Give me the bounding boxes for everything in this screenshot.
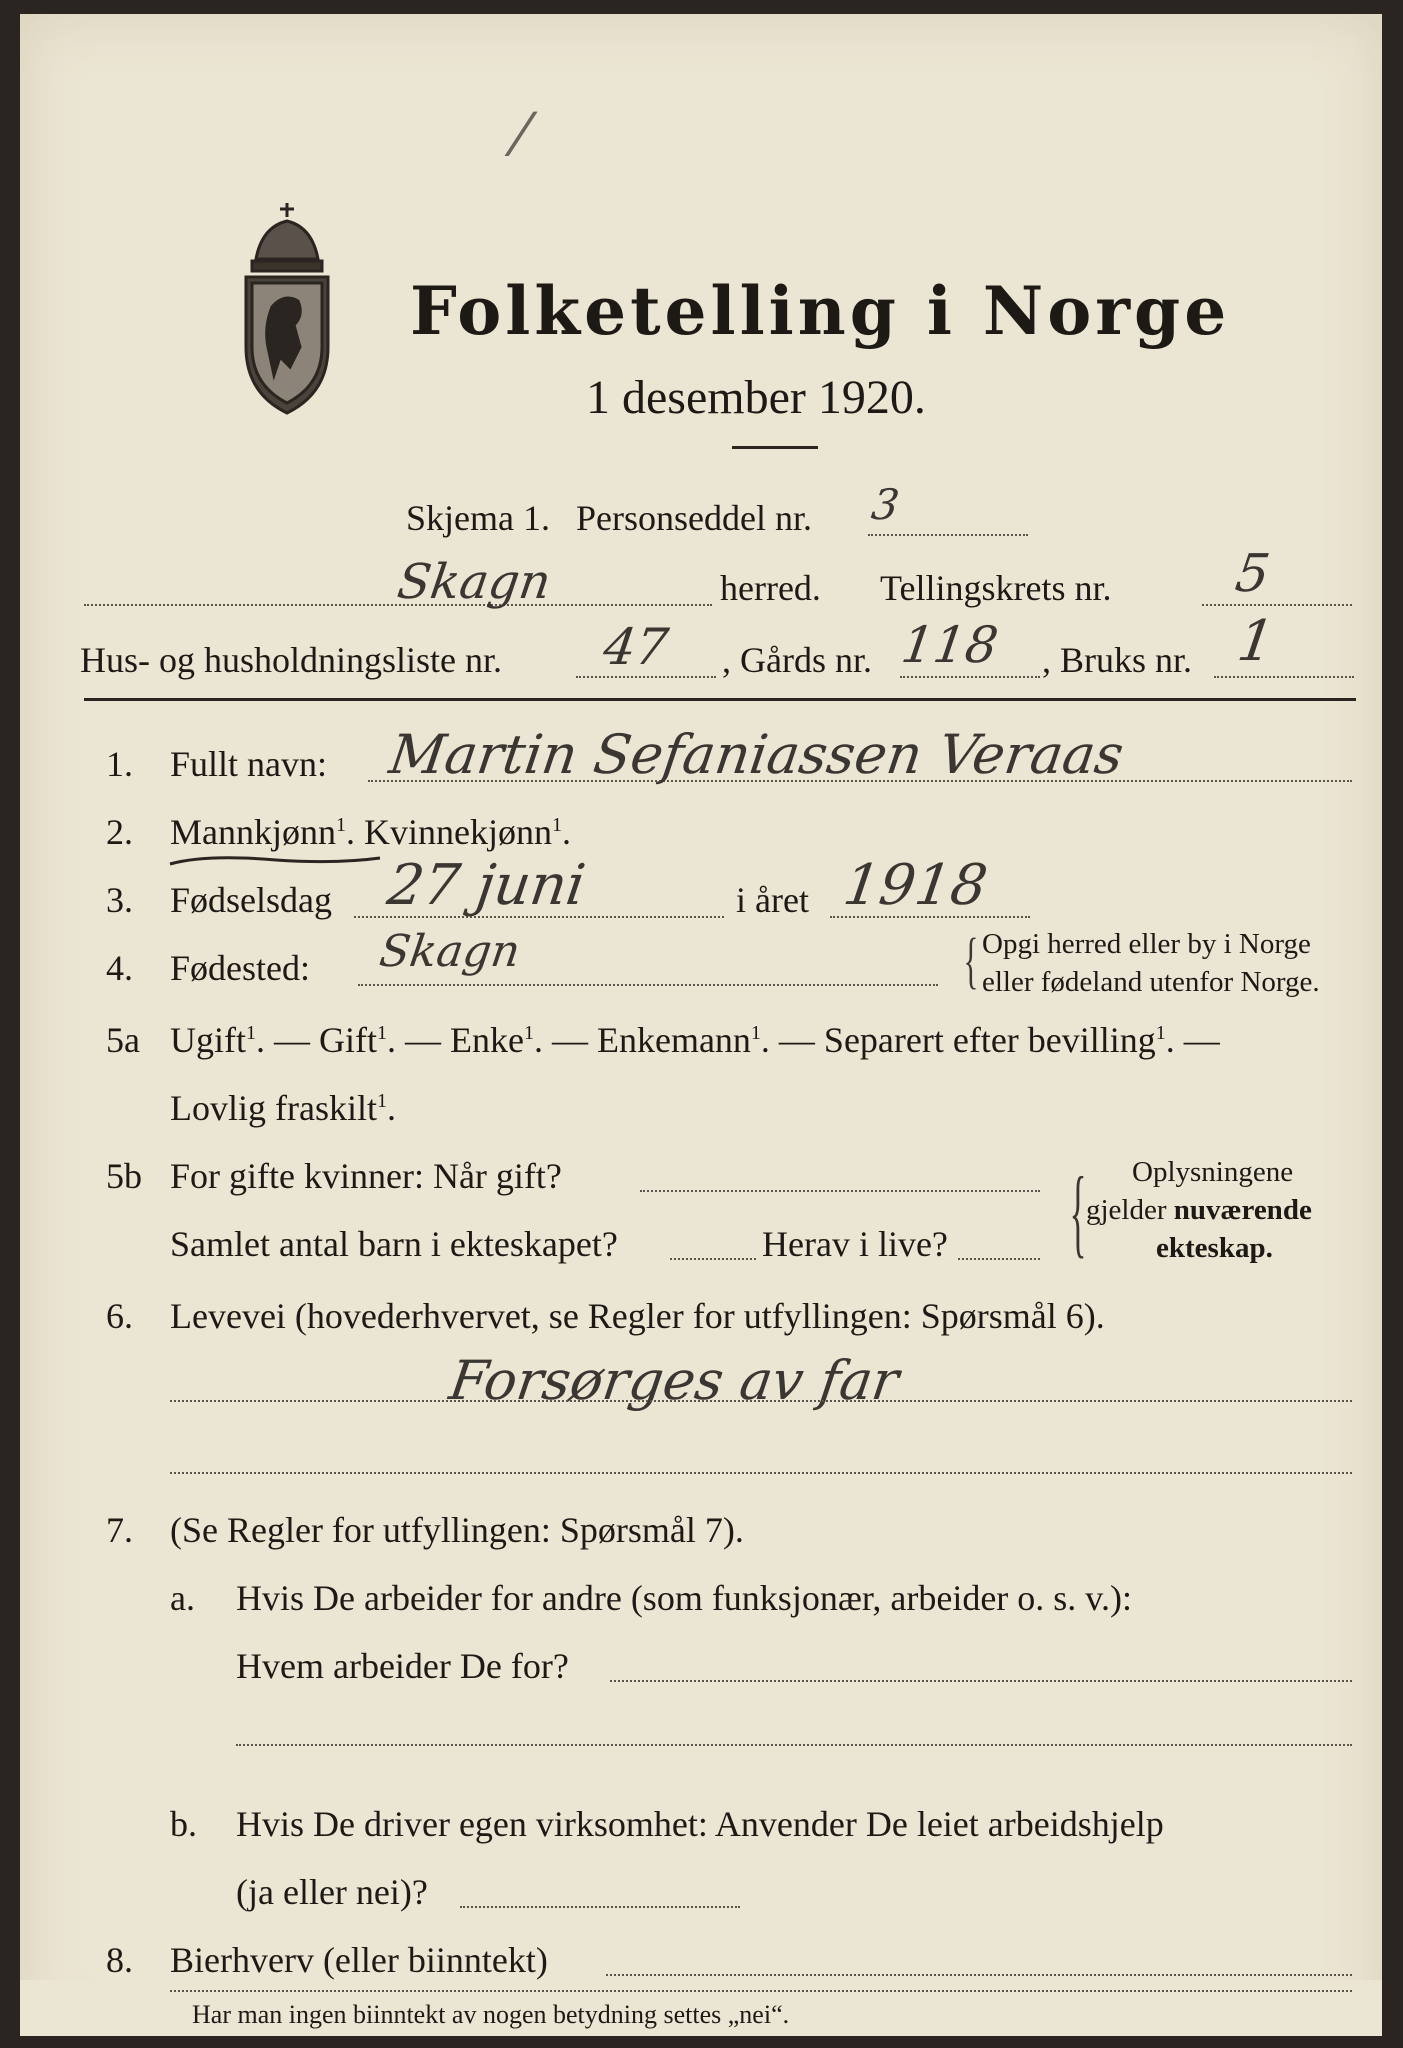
census-date: 1 desember 1920.: [586, 371, 926, 424]
tellingskrets-label: Tellingskrets nr.: [880, 568, 1112, 608]
q5b-married-line: [640, 1190, 1040, 1192]
q5a-gift[interactable]: Gift: [319, 1020, 377, 1060]
gards-label: , Gårds nr.: [722, 640, 872, 680]
q7-label: (Se Regler for utfyllingen: Spørsmål 7).: [170, 1510, 744, 1550]
q5a-enkemann[interactable]: Enkemann: [596, 1020, 751, 1060]
q3-number: 3.: [106, 880, 133, 920]
bruks-label: , Bruks nr.: [1042, 640, 1193, 680]
q2-number: 2.: [106, 812, 133, 852]
q5b-brace: {: [1069, 1156, 1087, 1267]
q2-female[interactable]: Kvinnekjønn: [364, 812, 552, 852]
q1-value[interactable]: Martin Sefaniassen Veraas: [385, 723, 1128, 786]
q5b-alive-line: [958, 1258, 1040, 1260]
q5a-enke[interactable]: Enke: [450, 1020, 524, 1060]
q2-options: Mannkjønn$^1$. Kvinnekjønn$^1$.: [170, 812, 571, 852]
q5b-number: 5b: [106, 1156, 142, 1196]
norwegian-coat-of-arms-icon: [234, 197, 340, 419]
q7a-letter: a.: [170, 1578, 195, 1618]
q2-male[interactable]: Mannkjønn: [170, 812, 336, 852]
census-title: Folketelling i Norge: [410, 272, 1231, 350]
footer-note: Har man ingen biinntekt av nogen betydning settes „nei“.: [192, 2000, 790, 2029]
bruks-line: [1214, 676, 1354, 678]
q5a-number: 5a: [106, 1020, 140, 1060]
q7-number: 7.: [106, 1510, 133, 1550]
q5a-fraskilt[interactable]: Lovlig fraskilt: [170, 1088, 377, 1128]
q7a-line2: [236, 1744, 1352, 1746]
personseddel-label: Personseddel nr.: [576, 498, 812, 538]
personseddel-line: [868, 534, 1028, 536]
q6-value[interactable]: Forsørges av far: [445, 1349, 903, 1412]
q5b-label: For gifte kvinner: Når gift?: [170, 1156, 562, 1196]
q3-value[interactable]: 27 juni: [383, 853, 590, 918]
q5a-fraskilt-line: Lovlig fraskilt$^1$.: [170, 1088, 396, 1128]
q5b-children-line: [670, 1258, 756, 1260]
census-form-page: [20, 14, 1382, 2036]
q4-brace: {: [963, 927, 979, 995]
husholdning-line: [576, 676, 716, 678]
q6-line2: [170, 1472, 1352, 1474]
footer-area: [20, 1980, 1382, 2036]
q7b-letter: b.: [170, 1804, 197, 1844]
q7b-line: [460, 1906, 740, 1908]
gards-line: [900, 676, 1040, 678]
husholdning-value[interactable]: 47: [599, 618, 672, 676]
q3-label: Fødselsdag: [170, 880, 332, 920]
q3-year-label: i året: [736, 880, 809, 920]
q8-number: 8.: [106, 1940, 133, 1980]
q5b-alive-label: Herav i live?: [762, 1224, 948, 1264]
herred-value[interactable]: Skagn: [394, 554, 555, 610]
q7a-label: Hvis De arbeider for andre (som funksjonær, arbeider o. s. v.):: [236, 1578, 1132, 1618]
q6-number: 6.: [106, 1296, 133, 1336]
q8-line1: [606, 1974, 1352, 1976]
q7b-sub: (ja eller nei)?: [236, 1872, 428, 1912]
q8-line2: [170, 1990, 1352, 1992]
tellingskrets-line: [1202, 604, 1352, 606]
q8-label: Bierhverv (eller biinntekt): [170, 1940, 548, 1980]
q1-label: Fullt navn:: [170, 744, 328, 784]
q7a-line1: [610, 1680, 1352, 1682]
q4-note-line2: eller fødeland utenfor Norge.: [982, 966, 1320, 998]
schema-label: Skjema 1.: [406, 498, 550, 538]
q2-male-underline: [166, 850, 386, 874]
q6-label: Levevei (hovederhvervet, se Regler for utfyllingen: Spørsmål 6).: [170, 1296, 1105, 1336]
title-divider: [732, 446, 818, 449]
gards-value[interactable]: 118: [897, 616, 1002, 674]
q7b-label: Hvis De driver egen virksomhet: Anvender De leiet arbeidshjelp: [236, 1804, 1164, 1844]
q4-value[interactable]: Skagn: [376, 926, 524, 977]
tellingskrets-value[interactable]: 5: [1231, 544, 1274, 604]
q5b-children-label: Samlet antal barn i ekteskapet?: [170, 1224, 618, 1264]
pencil-mark: /: [507, 101, 535, 164]
q1-number: 1.: [106, 744, 133, 784]
q5b-note-line1: Oplysningene: [1132, 1156, 1294, 1188]
q3-year-value[interactable]: 1918: [839, 853, 992, 918]
husholdning-label: Hus- og husholdningsliste nr.: [80, 640, 503, 680]
q5a-ugift[interactable]: Ugift: [170, 1020, 246, 1060]
herred-label: herred.: [720, 568, 821, 608]
personseddel-value[interactable]: 3: [868, 480, 903, 529]
q4-label: Fødested:: [170, 948, 310, 988]
q7a-sub: Hvem arbeider De for?: [236, 1646, 569, 1686]
bruks-value[interactable]: 1: [1233, 609, 1279, 674]
q6-line1: [170, 1400, 1352, 1402]
q4-note-line1: Opgi herred eller by i Norge: [982, 928, 1311, 960]
header-divider: [84, 698, 1356, 701]
q4-line: [358, 984, 938, 986]
q5b-note-line3: ekteskap.: [1156, 1232, 1273, 1264]
q4-number: 4.: [106, 948, 133, 988]
q5a-options: Ugift$^1$. — Gift$^1$. — Enke$^1$. — Enkemann$^1$. — Separert efter bevilling$^1$. —: [170, 1020, 1220, 1060]
q5a-separert[interactable]: Separert efter bevilling: [823, 1020, 1156, 1060]
q5b-note-line2: gjelder nuværende: [1086, 1194, 1312, 1226]
